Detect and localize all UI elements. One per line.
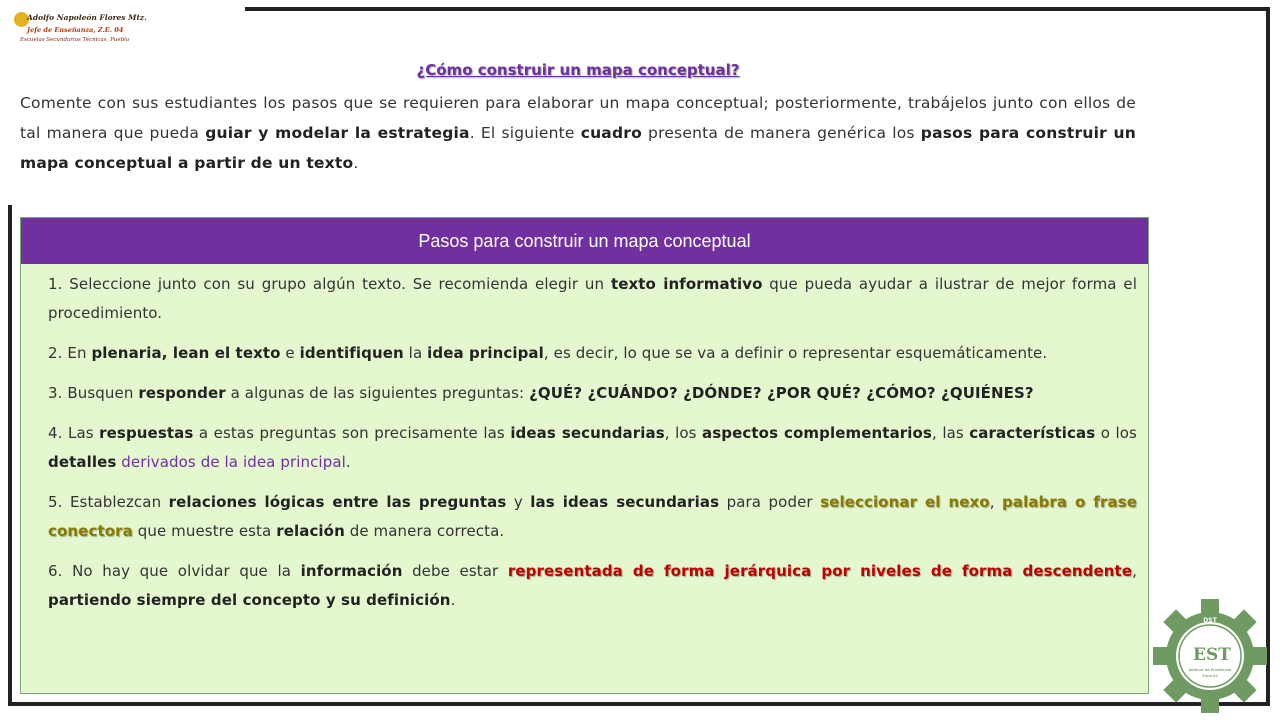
emblem-line2: Zona 04 (1202, 673, 1218, 678)
logo-name: Adolfo Napoleón Flores Mtz. (27, 13, 147, 22)
step-4: 4. Las respuestas a estas preguntas son precisamente las ideas secundarias, los aspectos complementarios, las características o los detalles derivados de la idea principal. (48, 424, 1137, 471)
step-1: 1. Seleccione junto con su grupo algún texto. Se recomienda elegir un texto informativo que pueda ayudar a ilustrar de mejor forma el procedimiento. (48, 275, 1137, 322)
step-3: 3. Busquen responder a algunas de las siguientes preguntas: ¿QUÉ? ¿CUÁNDO? ¿DÓNDE? ¿POR QUÉ? ¿CÓMO? ¿QUIÉNES? (48, 384, 1034, 402)
step-6: 6. No hay que olvidar que la información debe estar representada de forma jerárquica por niveles de forma descendente, partiendo siempre del concepto y su definición. (48, 562, 1137, 609)
emblem-line1: Jefatura de Enseñanza (1188, 667, 1232, 672)
page-title: ¿Cómo construir un mapa conceptual? (416, 61, 740, 79)
step-2: 2. En plenaria, lean el texto e identifiquen la idea principal, es decir, lo que se va a definir o representar esquemáticamente. (48, 344, 1048, 362)
intro-paragraph: Comente con sus estudiantes los pasos que se requieren para elaborar un mapa conceptual; posteriormente, trabájelos junto con ellos de tal manera que pueda guiar y modelar la estrategia. El siguiente cuadro presenta de manera genérica los pasos para construir un mapa conceptual a partir de un texto. (20, 94, 1136, 172)
logo-institution: Escuelas Secundarias Técnicas, Puebla (20, 37, 130, 43)
step-5: 5. Establezcan relaciones lógicas entre las preguntas y las ideas secundarias para poder seleccionar el nexo, palabra o frase conectora que muestre esta relación de manera correcta. (48, 493, 1138, 540)
emblem-mid-text: EST (1193, 645, 1231, 665)
dst-gear-emblem (1150, 596, 1270, 716)
steps-table (20, 217, 1149, 694)
logo-role: Jefe de Enseñanza, Z.E. 04 (27, 26, 124, 34)
frame-left-border (8, 205, 12, 706)
steps-table-header: Pasos para construir un mapa conceptual (21, 218, 1148, 264)
steps-list (21, 264, 1148, 615)
author-logo (14, 10, 147, 50)
frame-bottom-border (8, 702, 1270, 706)
emblem-top-text: DST (1203, 617, 1217, 624)
frame-top-border (245, 7, 1270, 11)
